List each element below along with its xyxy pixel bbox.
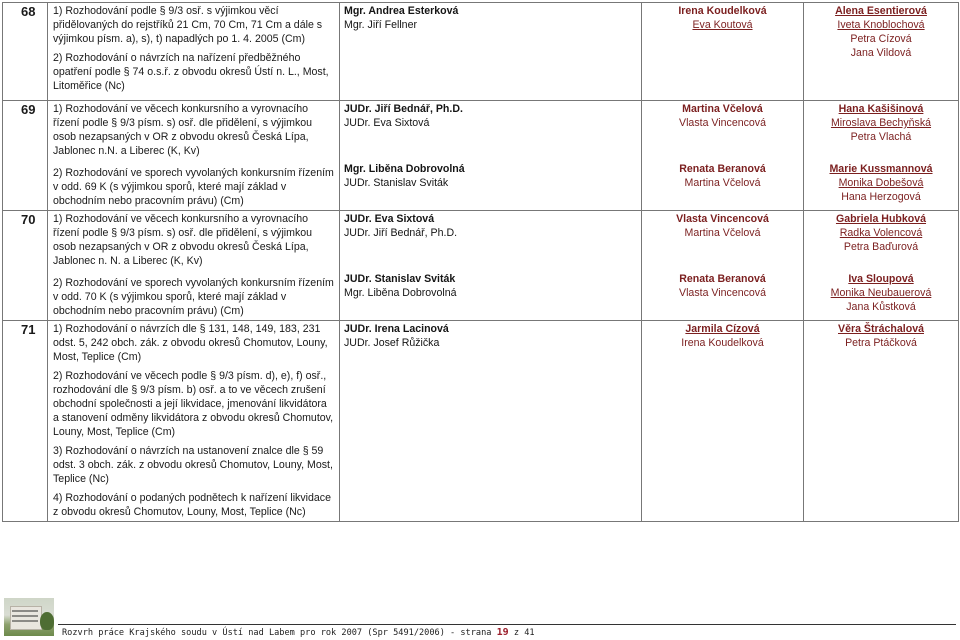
senate-cell [340, 101, 642, 211]
staff-cell [804, 3, 959, 101]
staff-name: Petra Vlachá [850, 131, 912, 143]
assistant-name: Jarmila Cízová [685, 323, 760, 335]
assistant-name: Vlasta Vincencová [679, 117, 766, 129]
page-total: 41 [524, 628, 535, 638]
staff-name: Iveta Knoblochová [837, 19, 925, 31]
agenda-item: 4) Rozhodování o podaných podnětech k nařízení likvidace z obvodu okresů Chomutov, Louny, Most, Teplice (Nc) [53, 492, 331, 518]
agenda-cell [48, 211, 340, 321]
senate-cell [340, 3, 642, 101]
assistant-name: Renata Beranová [679, 163, 766, 175]
assistant-cell [642, 211, 804, 321]
agenda-item: 1) Rozhodování ve věcech konkursního a vyrovnacího řízení podle § 9/3 písm. s) osř. dle přidělení, s výjimkou osob nezapsaných v OR z obvodu okresů Česká Lípa, Jablonec n. N. a Liberec (K, Kv) [53, 213, 313, 267]
agenda-item: 2) Rozhodování ve sporech vyvolaných konkursním řízením v odd. 69 K (s výjimkou sporů, které mají základ v obchodním nebo pracovním právu) (Cm) [53, 167, 334, 207]
judge-name: JUDr. Eva Sixtová [344, 117, 430, 129]
staff-name: Hana Kašišinová [838, 103, 924, 115]
assistant-name: Vlasta Vincencová [679, 287, 766, 299]
assistant-name: Eva Koutová [692, 19, 753, 31]
department-number: 68 [3, 3, 48, 101]
staff-name: Jana Kůstková [846, 301, 916, 313]
footer-of: z [513, 628, 520, 638]
judge-name: Mgr. Liběna Dobrovolná [344, 287, 457, 299]
assistant-cell [642, 101, 804, 211]
court-building-photo [4, 598, 54, 636]
staff-cell [804, 321, 959, 522]
staff-name: Jana Vildová [850, 47, 912, 59]
agenda-item: 1) Rozhodování o návrzích dle § 131, 148, 149, 183, 231 odst. 5, 242 obch. zák. z obvodu okresů Chomutov, Louny, Most, Teplice (Cm) [53, 323, 328, 363]
staff-cell [804, 211, 959, 321]
judge-name: JUDr. Stanislav Sviták [344, 177, 449, 189]
department-row-71 [3, 321, 959, 522]
judge-name: Mgr. Liběna Dobrovolná [344, 163, 465, 175]
agenda-item: 3) Rozhodování o návrzích na ustanovení znalce dle § 59 odst. 3 obch. zák. z obvodu okresů Chomutov, Louny, Most, Teplice (Nc) [53, 445, 333, 485]
staff-name: Petra Cízová [850, 33, 912, 45]
agenda-item: 1) Rozhodování ve věcech konkursního a vyrovnacího řízení podle § 9/3 písm. s) osř. dle přidělení, s výjimkou osob nezapsaných v OR z obvodu okresů Česká Lípa, Jablonec n.N. a Liberec (K, Kv) [53, 103, 313, 157]
agenda-item: 2) Rozhodování ve sporech vyvolaných konkursním řízením v odd. 70 K (s výjimkou sporů, které mají základ v obchodním nebo pracovním právu) (Cm) [53, 277, 334, 317]
agenda-cell [48, 101, 340, 211]
staff-name: Iva Sloupová [848, 273, 914, 285]
agenda-item: 2) Rozhodování o návrzích na nařízení předběžného opatření podle § 74 o.s.ř. z obvodu okresů Ústí n. L., Most, Litoměřice (Nc) [53, 52, 329, 92]
footer-divider [58, 624, 956, 625]
agenda-cell [48, 321, 340, 522]
schedule-table [2, 2, 959, 522]
judge-name: Mgr. Andrea Esterková [344, 5, 459, 17]
judge-name: JUDr. Irena Lacinová [344, 323, 449, 335]
senate-cell [340, 211, 642, 321]
assistant-name: Irena Koudelková [678, 5, 767, 17]
page-footer [62, 627, 535, 638]
assistant-cell [642, 3, 804, 101]
staff-name: Radka Volencová [839, 227, 923, 239]
department-number: 71 [3, 321, 48, 522]
judge-name: JUDr. Josef Růžička [344, 337, 440, 349]
assistant-name: Vlasta Vincencová [676, 213, 769, 225]
department-row-70 [3, 211, 959, 321]
page-number: 19 [496, 627, 509, 638]
judge-name: JUDr. Stanislav Sviták [344, 273, 456, 285]
judge-name: JUDr. Eva Sixtová [344, 213, 435, 225]
assistant-name: Irena Koudelková [681, 337, 764, 349]
staff-name: Petra Ptáčková [845, 337, 917, 349]
agenda-item: 2) Rozhodování ve věcech podle § 9/3 písm. d), e), f) osř., rozhodování dle § 9/3 písm. b) osř. a to ve věcech zrušení obchodní společnosti a její likvidace, jmenování likvidátora a stanovení odměny likvidátora z obvodu okresů Chomutov, Louny, Most, Teplice (Cm) [53, 370, 334, 438]
department-number: 69 [3, 101, 48, 211]
assistant-cell [642, 321, 804, 522]
assistant-name: Martina Včelová [684, 177, 761, 189]
judge-name: JUDr. Jiří Bednář, Ph.D. [344, 103, 463, 115]
staff-name: Marie Kussmannová [829, 163, 933, 175]
staff-name: Hana Herzogová [841, 191, 921, 203]
assistant-name: Renata Beranová [679, 273, 766, 285]
footer-caption: Rozvrh práce Krajského soudu v Ústí nad Labem pro rok 2007 (Spr 5491/2006) - strana [62, 628, 492, 638]
staff-name: Monika Neubauerová [830, 287, 932, 299]
department-row-69 [3, 101, 959, 211]
agenda-cell [48, 3, 340, 101]
assistant-name: Martina Včelová [684, 227, 761, 239]
judge-name: JUDr. Jiří Bednář, Ph.D. [344, 227, 458, 239]
department-row-68 [3, 3, 959, 101]
staff-name: Alena Esentierová [835, 5, 927, 17]
assistant-name: Martina Včelová [682, 103, 763, 115]
staff-name: Monika Dobešová [838, 177, 924, 189]
staff-name: Miroslava Bechyňská [830, 117, 932, 129]
staff-cell [804, 101, 959, 211]
staff-name: Petra Baďurová [843, 241, 919, 253]
senate-cell [340, 321, 642, 522]
agenda-item: 1) Rozhodování podle § 9/3 osř. s výjimkou věcí přidělovaných do rejstříků 21 Cm, 70 Cm, 71 Cm a dále s výjimkou písm. a), s), t) napadlých po 1. 4. 2005 (Cm) [53, 5, 323, 45]
judge-name: Mgr. Jiří Fellner [344, 19, 417, 31]
staff-name: Věra Štráchalová [838, 323, 924, 335]
department-number: 70 [3, 211, 48, 321]
staff-name: Gabriela Hubková [835, 213, 927, 225]
